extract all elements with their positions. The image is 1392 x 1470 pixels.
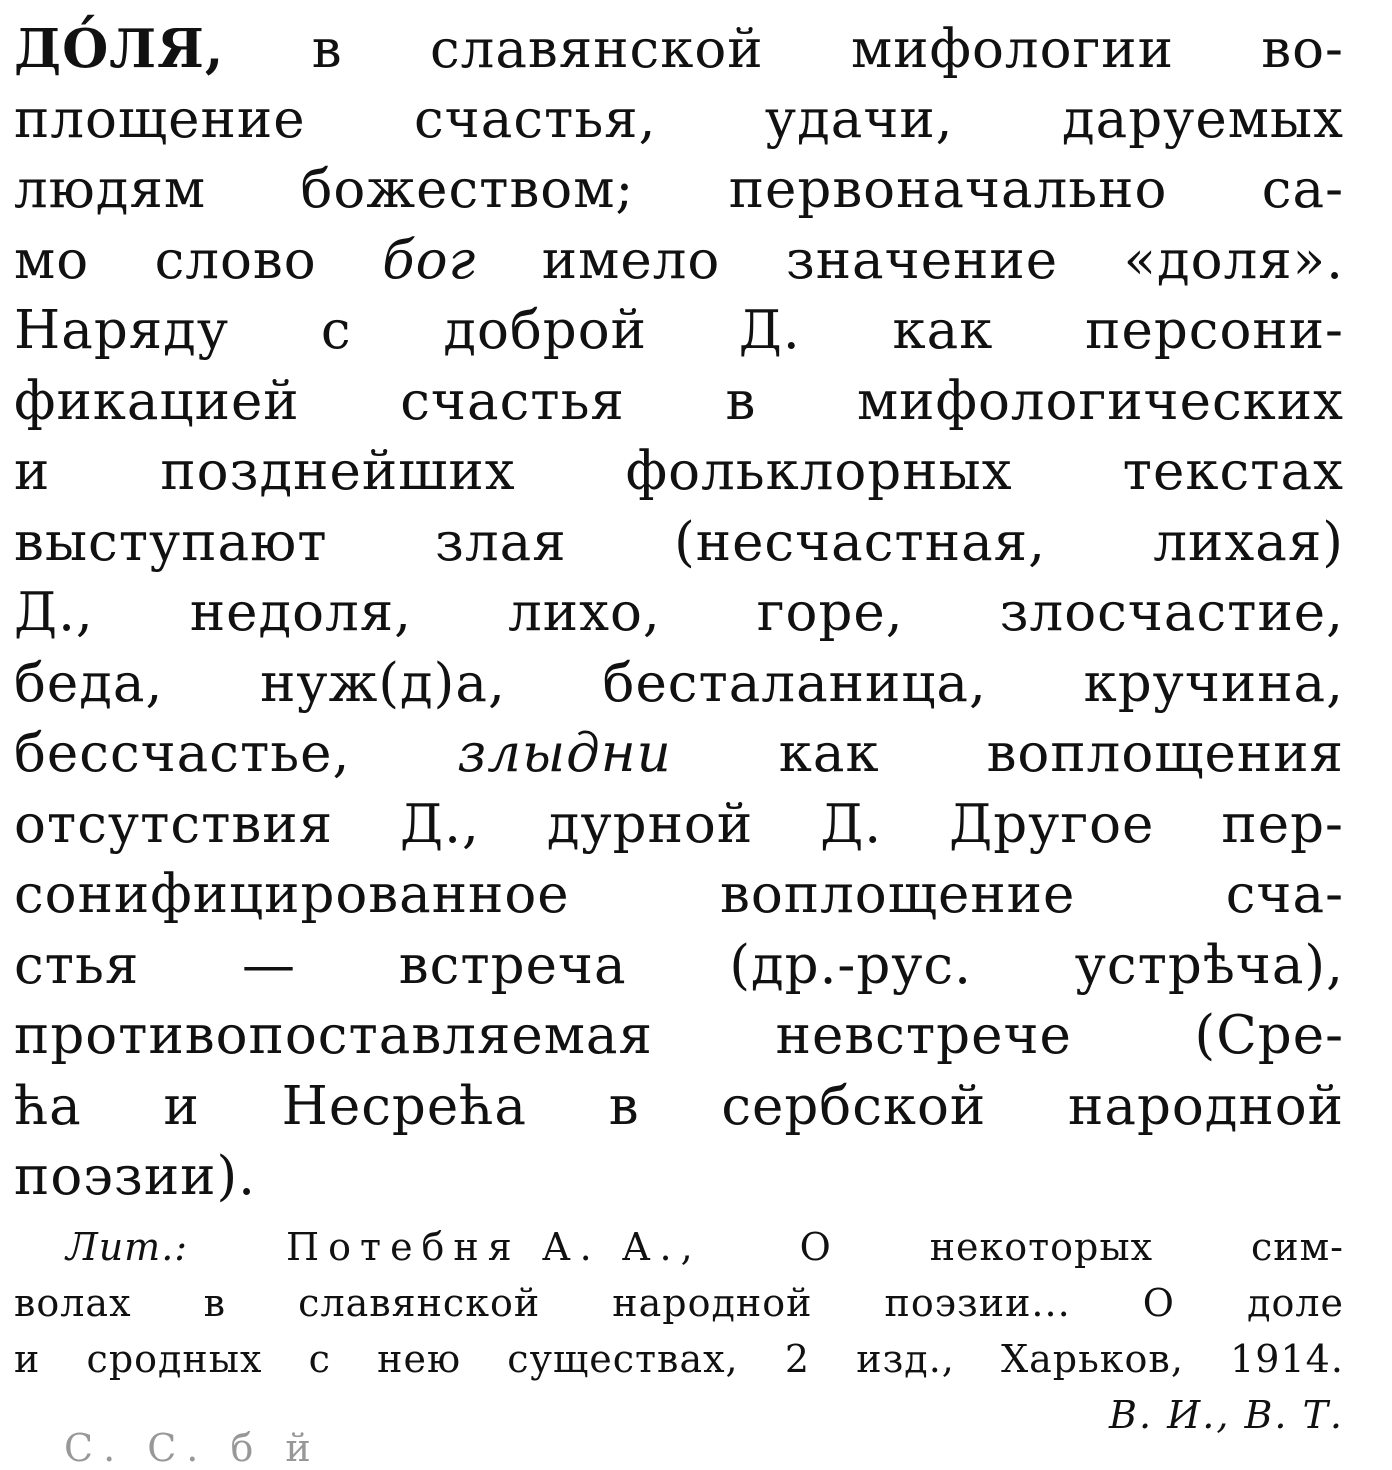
text-line [14,1001,1344,1072]
word: са- [1261,159,1344,220]
author-signature: В. И., В. Т. [1109,1392,1344,1437]
word: славянской [429,19,764,80]
literature-word: изд., [856,1336,955,1381]
headword: ДО́ЛЯ, [14,18,225,80]
word: позднейших [160,441,516,502]
text-line [14,226,1344,297]
word: текстах [1122,441,1344,502]
word: фольклорных [625,441,1013,502]
literature-word: сим- [1250,1224,1344,1269]
word: стья [14,934,140,996]
word: площение [14,88,306,150]
word: Д., [14,582,94,643]
next-entry-cutoff: С. С. б й [64,1426,321,1470]
text-line [14,790,1344,861]
literature-word: волах [14,1280,132,1325]
text-line [14,367,1344,438]
word: сонифицированное [14,864,570,925]
word: (Сре- [1194,1005,1344,1066]
word: (др.-рус. [729,934,972,996]
word: фикацией [14,370,300,432]
text-line [14,578,1344,649]
literature-word: сродных [86,1336,263,1381]
text-line [14,155,1344,226]
word: персони- [1085,300,1344,361]
literature-line [14,1219,1344,1275]
literature-word: поэзии... [884,1280,1071,1325]
word: Несрећа [281,1075,527,1137]
entry-body [14,14,1344,1213]
word: в [608,1075,640,1137]
literature-line [14,1331,1344,1387]
word: Д. [820,793,883,855]
word: мифологических [856,370,1344,432]
word: бог [382,229,477,291]
literature-word: нею [377,1336,462,1381]
word: мо [14,229,90,291]
word: как [892,300,994,361]
text-line [14,296,1344,367]
literature-word: с [308,1336,331,1381]
word: народной [1068,1075,1344,1137]
text-line [14,931,1344,1002]
word: поэзии). [14,1146,256,1207]
literature-word: Харьков, [1001,1336,1184,1381]
word: «доля». [1123,229,1344,291]
word: лихо, [508,582,661,643]
word: противопоставляемая [14,1005,653,1066]
word: ћа [14,1075,82,1137]
text-line [14,860,1344,931]
word: доброй [443,300,647,361]
literature-word: некоторых [929,1224,1154,1269]
text-line [14,437,1344,508]
literature-label: Лит.: [66,1224,189,1269]
literature-word: славянской [298,1280,541,1325]
word: пер- [1221,793,1344,855]
word: значение [785,229,1059,291]
word: в [725,370,757,432]
word: беда, [14,652,164,714]
word: в [311,19,343,80]
word: людям [14,159,207,220]
word: воплощения [986,723,1344,784]
text-line [14,508,1344,579]
word: лихая) [1153,511,1344,573]
literature-word: О [1142,1280,1175,1325]
literature-word: 2 [784,1336,811,1381]
word: бессчастье, [14,723,351,784]
word: — [242,934,297,996]
literature-word: доле [1247,1280,1344,1325]
literature-author: Потебня А. А., [286,1224,702,1269]
word: сча- [1225,864,1344,925]
word: Д., [400,793,480,855]
word: злая [435,511,567,573]
word: во- [1261,19,1344,80]
word: сербской [721,1075,987,1137]
word: Д. [738,300,801,361]
text-line [14,1142,1344,1213]
literature-word: в [203,1280,227,1325]
word: отсутствия [14,793,334,855]
word: выступают [14,511,328,573]
text-line [14,14,1344,85]
literature-section [14,1219,1344,1387]
word: устрѣча), [1074,934,1344,996]
word: кручина, [1083,652,1344,714]
word: бесталаница, [602,652,987,714]
literature-word: О [799,1224,832,1269]
word: недоля, [189,582,413,643]
word: мифологии [850,19,1174,80]
word: и [14,441,51,502]
word: злыдни [457,723,672,784]
word: удачи, [764,88,954,150]
word: горе, [756,582,904,643]
word: встреча [398,934,627,996]
word: Другое [949,793,1155,855]
word: воплощение [720,864,1076,925]
word: и [163,1075,200,1137]
word: как [778,723,880,784]
text-line [14,1072,1344,1143]
word: счастья [400,370,625,432]
word: первоначально [728,159,1168,220]
word: имело [541,229,721,291]
literature-word: 1914. [1230,1336,1344,1381]
text-line [14,649,1344,720]
text-line [14,719,1344,790]
literature-word: народной [612,1280,813,1325]
text-line [14,85,1344,156]
word: нуж(д)а, [260,652,506,714]
word: счастья, [414,88,657,150]
word: с [320,300,352,361]
literature-word: существах, [507,1336,739,1381]
word: невстрече [775,1005,1072,1066]
literature-line [14,1275,1344,1331]
encyclopedia-entry [14,14,1344,1443]
literature-word: и [14,1336,41,1381]
word: слово [154,229,317,291]
word: (несчастная, [674,511,1046,573]
word: божеством; [300,159,635,220]
word: дурной [546,793,754,855]
word: злосчастие, [999,582,1344,643]
word: Наряду [14,300,229,361]
word: даруемых [1061,88,1344,150]
